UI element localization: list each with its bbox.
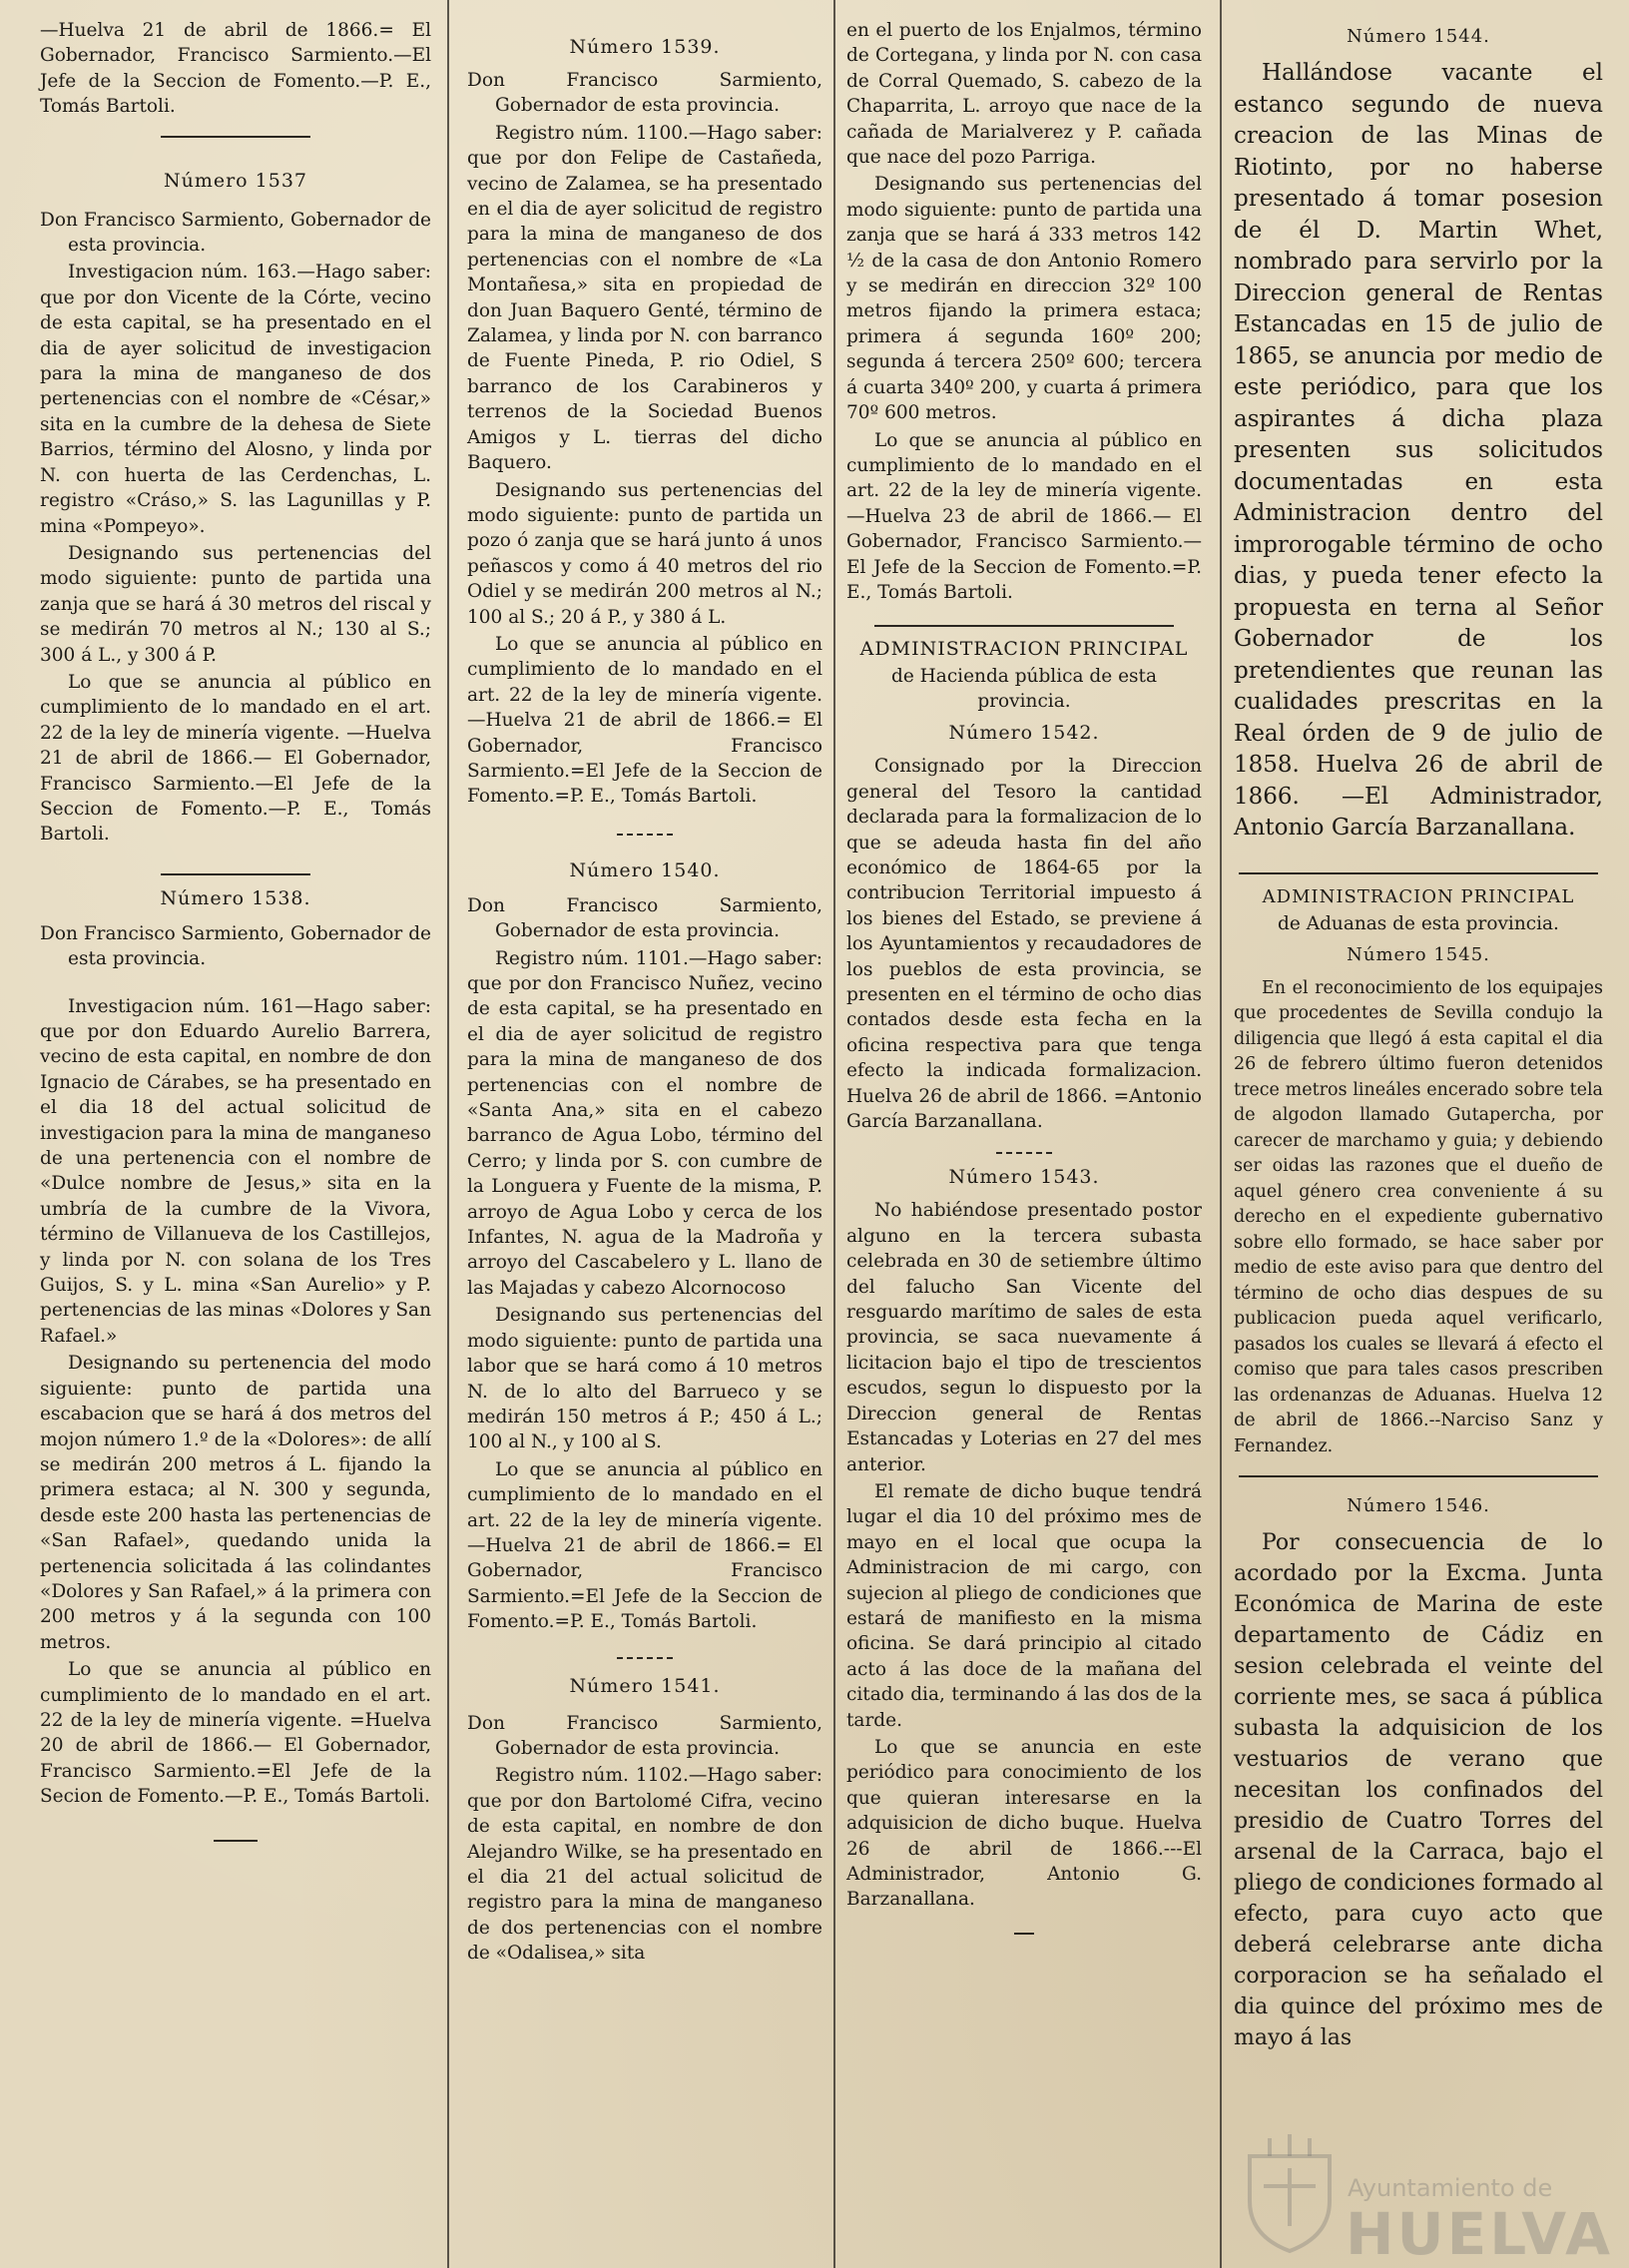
notice-number: Número 1542. — [948, 722, 1100, 745]
column-1 — [40, 18, 431, 1852]
column-rule — [833, 0, 835, 2268]
notice-body: Lo que se anuncia al público en cumplimiento de lo mandado en el art. 22 de la ley de minería vigente. —Huelva 21 de abril de 1866.= El Gobernador, Francisco Sarmiento.=El Jefe de la Seccion de Fomento.=P. E., Tomás Bartoli. — [467, 1458, 822, 1633]
notice-body: Designando sus pertenencias del modo siguiente: punto de partida una labor que se hará como á 10 metros N. de lo alto del Barrueco y se medirán 150 metros á P.; 450 á L.; 100 al N., y 100 al S. — [467, 1305, 822, 1453]
notice-body: Lo que se anuncia al público en cumplimiento de lo mandado en el art. 22 de la ley de minería vigente. =Huelva 20 de abril de 1866.— El Gobernador, Francisco Sarmiento.=El Jefe de la Secion de Fomento.—P. E., Tomás Bartoli. — [40, 1659, 431, 1808]
separator — [1239, 1475, 1598, 1477]
notice-body: Lo que se anuncia al público en cumplimiento de lo mandado en el art. 22 de la ley de minería vigente. —Huelva 21 de abril de 1866.— El Gobernador, Francisco Sarmiento.—El Jefe de la Seccion de Fomento.—P. E., Tomás Bartoli. — [40, 671, 431, 846]
notice-body: Designando sus pertenencias del modo siguiente: punto de partida una zanja que se hará á 333 metros 142 ½ de la casa de don Antonio Romero y se medirán en direccion 32º 100 metros fijando la primera estaca; primera á segunda 160º 200; segunda á tercera 250º 600; tercera á cuarta 340º 200, y cuarta á primera 70º 600 metros. — [846, 174, 1202, 424]
watermark-line1: Ayuntamiento de — [1348, 2174, 1553, 2202]
separator — [996, 1152, 1052, 1154]
notice-body: Hallándose vacante el estanco segundo de nueva creacion de las Minas de Riotinto, por no haberse presentado á tomar posesion de él D. Martin Whet, nombrado para servirlo por la Direccion general de Rentas Estancadas en 15 de julio de 1865, se anuncia por medio de este periódico, para que los aspirantes á dicha plaza presenten sus solicitudos documentadas en esta Administracion dentro del improrogable término de ocho dias, y pueda tener efecto la propuesta en terna al Señor Gobernador de los pretendientes que reunan las cualidades prescritas en la Real órden de 9 de julio de 1858. Huelva 26 de abril de 1866. —El Administrador, Antonio García Barzanallana. — [1234, 60, 1603, 841]
watermark-line2: HUELVA — [1346, 2200, 1614, 2268]
notice-body: Por consecuencia de lo acordado por la Excma. Junta Económica de Marina de este departamento de Cádiz en sesion celebrada el veinte del corriente mes, se saca á pública subasta la adquisicion de los vestuarios de verano que necesitan los confinados del presidio de Cuatro Torres del arsenal de la Carraca, bajo el pliego de condiciones formado al efecto, para cuyo acto que deberá celebrarse ante dicha corporacion se ha señalado el dia quince del próximo mes de mayo á las — [1234, 1530, 1603, 2050]
notice-body: Registro núm. 1101.—Hago saber: que por don Francisco Nuñez, vecino de esta capital, se ha presentado en el dia de ayer solicitud de registro para la mina de manganeso de dos pertenencias con el nombre de «Santa Ana,» sita en el cabezo barranco de Agua Lobo, término del Cerro; y linda por S. con cumbre de la Longuera y Fuente de la misma, P. arroyo de Agua Lobo y cerca de los Infantes, N. agua de la Madroña y arroyo del Cascabelero y L. llano de las Majadas y cabezo Alcornocoso — [467, 947, 822, 1299]
issuer-line: Don Francisco Sarmiento, Gobernador de esta provincia. — [467, 1712, 822, 1759]
separator — [874, 625, 1174, 627]
notice-body: Lo que se anuncia en este periódico para conocimiento de los que quieran interesarse en la adquisicion de dicho buque. Huelva 26 de abril de 1866.---El Administrador, Antonio G. Barzanallana. — [846, 1736, 1202, 1911]
notice-number: Número 1543. — [948, 1166, 1100, 1189]
section-heading: ADMINISTRACION PRINCIPAL — [859, 638, 1189, 661]
notice-large — [1234, 58, 1603, 845]
column-3 — [846, 18, 1202, 1945]
notice-number: Número 1538. — [160, 886, 311, 909]
notice-body: En el reconocimiento de los equipajes que procedentes de Sevilla condujo la diligencia que llegó á esta capital el dia 26 de febrero último fueron detenidos trece metros lineáles encerado sobre tela de algodon llamado Gutapercha, por carecer de marchamo y guia; y debiendo ser oidas las razones que el dueño de aquel género crea conveniente á su derecho en el expediente gubernativo sobre ello formado, se hace saber por medio de este aviso para que dentro del término de ocho dias despues de su publicacion pueda aquel verificarlo, pasados los cuales se llevará á efecto el comiso que para tales casos prescriben las ordenanzas de Aduanas. Huelva 12 de abril de 1866.--Narciso Sanz y Fernandez. — [1234, 977, 1603, 1456]
notice-number: Número 1544. — [1347, 26, 1490, 47]
archive-watermark — [1230, 2126, 1614, 2268]
notice-number: Número 1546. — [1347, 1495, 1490, 1516]
notice-number: Número 1541. — [569, 1674, 721, 1697]
column-rule — [1220, 0, 1222, 2268]
section-subheading: de Aduanas de esta provincia. — [1278, 912, 1559, 934]
notice-number: Número 1540. — [569, 858, 721, 881]
issuer-line: Don Francisco Sarmiento, Gobernador de esta provincia. — [467, 894, 822, 942]
notice-number: Número 1537 — [163, 169, 308, 192]
separator — [1239, 872, 1598, 874]
section-subheading: de Hacienda pública de esta provincia. — [890, 666, 1157, 713]
column-rule — [447, 0, 449, 2268]
issuer-line: Don Francisco Sarmiento, Gobernador de esta provincia. — [467, 70, 822, 117]
notice-number: Número 1545. — [1347, 943, 1490, 965]
column-4 — [1234, 18, 1603, 2055]
notice-body: Lo que se anuncia al público en cumplimiento de lo mandado en el art. 22 de la ley de minería vigente. —Huelva 21 de abril de 1866.= El Gobernador, Francisco Sarmiento.=El Jefe de la Seccion de Fomento.=P. E., Tomás Bartoli. — [467, 633, 822, 808]
separator — [617, 1657, 673, 1659]
notice-body: No habiéndose presentado postor alguno en la tercera subasta celebrada en 30 de setiembre último del falucho San Vicente del resguardo marítimo de sales de esta provincia, se saca nuevamente á licitacion bajo el tipo de trescientos escudos, segun lo dispuesto por la Direccion general de Rentas Estancadas y Loterias en 27 del mes anterior. — [846, 1200, 1202, 1475]
separator — [214, 1840, 258, 1842]
notice-body: Designando su pertenencia del modo siguiente: punto de partida una escabacion que se hará á dos metros del mojon número 1.º de la «Dolores»: de allí se medirán 200 metros á L. fijando la primera estaca; al N. 300 y segunda, desde este 200 hasta las pertenencias de «San Rafael», quedando unida la pertenencia solicitada á las colindantes «Dolores y San Rafael,» á la primera con 200 metros y á la segunda con 100 metros. — [40, 1353, 431, 1653]
notice-body: Lo que se anuncia al público en cumplimiento de lo mandado en el art. 22 de la ley de minería vigente. —Huelva 23 de abril de 1866.— El Gobernador, Francisco Sarmiento.—El Jefe de la Seccion de Fomento.=P. E., Tomás Bartoli. — [846, 429, 1202, 603]
notice-body: en el puerto de los Enjalmos, término de Cortegana, y linda por N. con casa de Corral Quemado, S. cabezo de la Chaparrita, L. arroyo que nace de la cañada de Marialverez y P. cañada que nace del pozo Parriga. — [846, 20, 1202, 169]
notice-large — [1234, 1527, 1603, 2053]
notice-body: Consignado por la Direccion general del Tesoro la cantidad declarada para la formalizacion de lo que se adeuda hasta fin del año económico de 1864-65 por la contribucion Territorial impuesto á los bienes del Estado, se previene á los Ayuntamientos y recaudadores de los pueblos de esta provincia, se presenten en el término de ocho dias contados desde esta fecha en la oficina respectiva para que tenga efecto la indicada formalizacion. Huelva 26 de abril de 1866. =Antonio García Barzanallana. — [846, 756, 1202, 1133]
notice-body: Designando sus pertenencias del modo siguiente: punto de partida una zanja que se hará á 30 metros del riscal y se medirán 70 metros al N.; 130 al S.; 300 á L., y 300 á P. — [40, 542, 431, 666]
separator — [161, 873, 310, 875]
notice-number: Número 1539. — [569, 36, 721, 58]
separator — [1014, 1933, 1034, 1935]
notice-body: Registro núm. 1100.—Hago saber: que por don Felipe de Castañeda, vecino de Zalamea, se ha presentado en el dia de ayer solicitud de registro para la mina de manganeso de dos pertenencias con el nombre de «La Montañesa,» sita en propiedad de don Juan Baquero Genté, término de Zalamea, y linda por N. con barranco de Fuente Pineda, P. rio Odiel, S barranco de los Carabineros y terrenos de la Sociedad Buenos Amigos y L. tierras del dicho Baquero. — [467, 122, 822, 474]
column-2 — [467, 18, 822, 1969]
notice-body: Registro núm. 1102.—Hago saber: que por don Bartolomé Cifra, vecino de esta capital, en nombre de don Alejandro Wilke, se ha presentado en el dia 21 del actual solicitud de registro para la mina de manganeso de dos pertenencias con el nombre de «Odalisea,» sita — [467, 1765, 822, 1965]
issuer-line: Don Francisco Sarmiento, Gobernador de esta provincia. — [40, 922, 431, 970]
notice-closing: —Huelva 21 de abril de 1866.= El Gobernador, Francisco Sarmiento.—El Jefe de la Seccion de Fomento.—P. E., Tomás Bartoli. — [40, 20, 431, 118]
notice-body: Designando sus pertenencias del modo siguiente: punto de partida un pozo ó zanja que se hará junto á unos peñascos y como á 40 metros del rio Odiel y se medirán 200 metros al N.; 100 al S.; 20 á P., y 380 á L. — [467, 479, 822, 628]
notice-body: Investigacion núm. 161—Hago saber: que por don Eduardo Aurelio Barrera, vecino de esta capital, en nombre de don Ignacio de Cárabes, se ha presentado en el dia 18 del actual solicitud de investigacion para la mina de manganeso de una pertenencia con el nombre de «Dulce nombre de Jesus,» sita en la umbría de la cumbre de la Vivora, término de Villanueva de los Castillejos, y linda por N. con solana de los Tres Guijos, S. y L. mina «San Aurelio» y P. pertenencias de las minas «Dolores y San Rafael.» — [40, 995, 431, 1347]
section-heading: ADMINISTRACION PRINCIPAL — [1262, 885, 1575, 907]
notice-body: Investigacion núm. 163.—Hago saber: que por don Vicente de la Córte, vecino de esta capital, se ha presentado en el dia de ayer solicitud de investigacion para la mina de manganeso de dos pertenencias con el nombre de «César,» sita en la cumbre de la dehesa de Siete Barrios, término del Alosno, y linda por N. con huerta de las Cerdenchas, L. registro «Cráso,» S. las Lagunillas y P. mina «Pompeyo». — [40, 262, 431, 537]
separator — [617, 834, 673, 836]
issuer-line: Don Francisco Sarmiento, Gobernador de esta provincia. — [40, 209, 431, 257]
city-crest-icon — [1230, 2126, 1350, 2256]
notice-body: El remate de dicho buque tendrá lugar el dia 10 del próximo mes de mayo en el local que ocupa la Administracion de mi cargo, con sujecion al pliego de condiciones que estará de manifiesto en la misma oficina. Se dará principio al citado acto á las doce de la mañana del citado dia, terminando á las dos de la tarde. — [846, 1480, 1202, 1731]
separator — [161, 136, 310, 138]
